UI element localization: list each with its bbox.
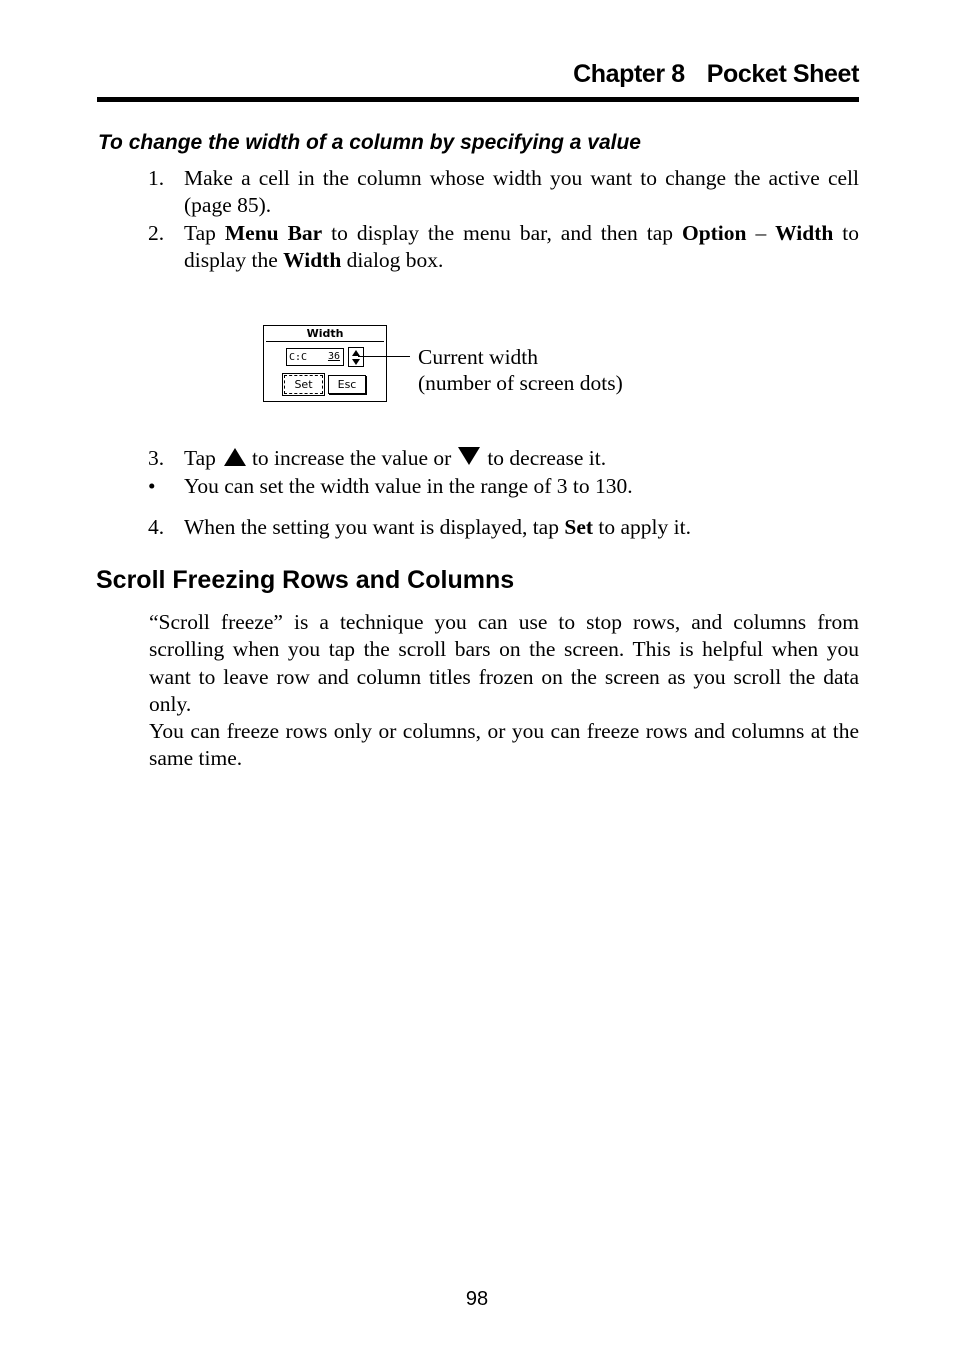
step-text: Make a cell in the column whose width you want to change the active cell (page 85).	[184, 166, 859, 217]
step-text: You can set the width value in the range of 3 to 130.	[184, 474, 633, 498]
menu-bar-term: Menu Bar	[224, 221, 323, 245]
column-range: C:C	[289, 352, 308, 363]
step-number: 3.	[148, 446, 165, 470]
section-heading: Scroll Freezing Rows and Columns	[96, 566, 515, 594]
width-term: Width	[775, 221, 834, 245]
set-term: Set	[564, 515, 594, 539]
esc-button[interactable]: Esc	[328, 375, 366, 394]
callout-label: Current width (number of screen dots)	[418, 345, 623, 395]
step-number: 2.	[148, 221, 165, 245]
divider	[266, 341, 384, 342]
set-button[interactable]: Set	[284, 375, 323, 394]
width-dialog	[263, 325, 387, 402]
procedure-heading: To change the width of a column by specifying a value	[98, 131, 641, 154]
callout-leader-line	[358, 356, 410, 357]
page-header	[97, 58, 859, 102]
page-number: 98	[465, 1288, 489, 1310]
step-text: Tap Menu Bar to display the menu bar, and then tap Option – Width to display the Width dialog box.	[184, 221, 860, 272]
width-term: Width	[283, 248, 342, 272]
option-term: Option	[681, 221, 747, 245]
step-text: When the setting you want is displayed, tap Set to apply it.	[184, 515, 691, 539]
step-number: 1.	[148, 166, 165, 190]
step-text: Tap to increase the value or to decrease it.	[184, 446, 607, 470]
width-spinner[interactable]	[348, 347, 364, 367]
dialog-title: Width	[306, 327, 344, 340]
bullet: •	[148, 474, 156, 498]
paragraph: You can freeze rows only or columns, or you can freeze rows and columns at the same time.	[149, 719, 859, 771]
triangle-up-icon	[224, 448, 246, 466]
triangle-down-icon	[458, 447, 480, 465]
paragraph: “Scroll freeze” is a technique you can use to stop rows, and columns from scrolling when you tap the scroll bars on the screen. This is helpful when you want to leave row and column titles frozen on the screen as you scroll the data only.	[149, 610, 859, 716]
chapter-label: Chapter 8	[573, 60, 685, 88]
arrow-down-icon[interactable]	[352, 359, 360, 365]
width-value-field[interactable]	[286, 348, 344, 366]
chapter-title: Pocket Sheet	[706, 60, 859, 88]
step-number: 4.	[148, 515, 165, 539]
width-value: 36	[327, 351, 340, 362]
